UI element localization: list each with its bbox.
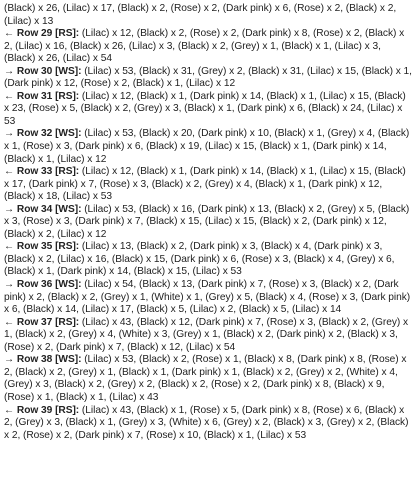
row-arrow: ← (4, 28, 15, 40)
row-arrow: ← (4, 241, 15, 253)
row-instructions: (Lilac) x 53, (Black) x 31, (Grey) x 2, (Black) x 31, (Lilac) x 15, (Black) x 1, (Dark pink) x 12, (Rose) x 2, (Black) x 1, (Lilac) x 12 (4, 65, 412, 90)
pattern-row (4, 317, 412, 355)
pattern-row (4, 279, 412, 317)
pattern-row (4, 128, 412, 166)
row-label: Row 29 [RS]: (16, 28, 80, 40)
row-arrow: ← (4, 90, 15, 102)
row-arrow: ← (4, 404, 15, 416)
row-label: Row 36 [WS]: (16, 279, 82, 291)
row-instructions: (Lilac) x 54, (Black) x 13, (Dark pink) x 7, (Rose) x 3, (Black) x 2, (Dark pink) x 2, (Black) x 2, (Grey) x 1, (White) x 1, (Grey) x 5, (Black) x 4, (Rose) x 3, (Dark pink) x 6, (Black) x 14, (Lilac) x 17, (Black) x 5, (Lilac) x 2, (Black) x 5, (Lilac) x 14 (4, 279, 411, 316)
pattern-row (4, 91, 412, 129)
row-instructions: (Lilac) x 12, (Black) x 1, (Dark pink) x 14, (Black) x 1, (Lilac) x 15, (Black) x 23, (Rose) x 5, (Black) x 2, (Grey) x 3, (Black) x 1, (Dark pink) x 6, (Black) x 24, (Lilac) x 53 (4, 90, 406, 127)
row-label: Row 33 [RS]: (16, 166, 80, 178)
row-label: Row 30 [WS]: (16, 65, 82, 77)
row-arrow: ← (4, 166, 15, 178)
pattern-row (4, 405, 412, 443)
row-instructions: (Lilac) x 12, (Black) x 1, (Dark pink) x 14, (Black) x 1, (Lilac) x 15, (Black) x 17, (Dark pink) x 7, (Rose) x 3, (Black) x 2, (Grey) x 4, (Black) x 1, (Dark pink) x 12, (Black) x 18, (Lilac) x 53 (4, 166, 406, 203)
row-instructions: (Lilac) x 13, (Black) x 2, (Dark pink) x 3, (Black) x 4, (Dark pink) x 3, (Black) x 2, (Lilac) x 16, (Black) x 15, (Dark pink) x 6, (Rose) x 3, (Black) x 4, (Grey) x 6, (Black) x 1, (Dark pink) x 14, (Black) x 15, (Lilac) x 53 (4, 241, 395, 278)
row-instructions: (Lilac) x 53, (Black) x 20, (Dark pink) x 10, (Black) x 1, (Grey) x 4, (Black) x 1, (Rose) x 3, (Dark pink) x 6, (Black) x 19, (Lilac) x 15, (Black) x 1, (Dark pink) x 14, (Black) x 1, (Lilac) x 12 (4, 128, 410, 165)
row-label: Row 31 [RS]: (16, 90, 80, 102)
row-arrow: → (4, 65, 15, 77)
pattern-row (4, 66, 412, 91)
row-arrow: → (4, 128, 15, 140)
row-instructions: (Lilac) x 53, (Black) x 2, (Rose) x 1, (Black) x 8, (Dark pink) x 8, (Rose) x 2, (Black) x 2, (Grey) x 1, (Black) x 1, (Dark pink) x 1, (Black) x 2, (Grey) x 2, (White) x 4, (Grey) x 3, (Black) x 2, (Grey) x 2, (Black) x 2, (Rose) x 2, (Dark pink) x 8, (Black) x 9, (Rose) x 1, (Black) x 1, (Lilac) x 43 (4, 354, 407, 403)
row-label: Row 37 [RS]: (16, 316, 80, 328)
row-label: Row 38 [WS]: (16, 354, 82, 366)
pattern-row (4, 241, 412, 279)
row-label: Row 34 [WS]: (16, 203, 82, 215)
row-label: Row 39 [RS]: (16, 404, 80, 416)
row-label: Row 35 [RS]: (16, 241, 80, 253)
row-label: Row 32 [WS]: (16, 128, 82, 140)
pattern-row (4, 28, 412, 66)
row-instructions: (Lilac) x 12, (Black) x 2, (Rose) x 2, (Dark pink) x 8, (Rose) x 2, (Black) x 2, (Lilac) x 16, (Black) x 26, (Lilac) x 3, (Black) x 2, (Grey) x 1, (Black) x 1, (Lilac) x 3, (Black) x 26, (Lilac) x 54 (4, 28, 405, 65)
row-list (4, 28, 412, 442)
row-arrow: → (4, 279, 15, 291)
pattern-row (4, 204, 412, 242)
row-arrow: ← (4, 316, 15, 328)
pattern-row (4, 354, 412, 404)
pattern-row (4, 166, 412, 204)
row-instructions: (Lilac) x 43, (Black) x 1, (Rose) x 5, (Dark pink) x 8, (Rose) x 6, (Black) x 2, (Grey) x 3, (Black) x 1, (Grey) x 3, (White) x 6, (Grey) x 2, (Black) x 3, (Grey) x 2, (Black) x 2, (Rose) x 2, (Dark pink) x 7, (Rose) x 10, (Black) x 1, (Lilac) x 53 (4, 404, 409, 441)
continuation-text: (Black) x 26, (Lilac) x 17, (Black) x 2, (Rose) x 2, (Dark pink) x 6, (Rose) x 2, (Black) x 2, (Lilac) x 13 (4, 3, 397, 27)
row-instructions: (Lilac) x 43, (Black) x 12, (Dark pink) x 7, (Rose) x 3, (Black) x 2, (Grey) x 1, (Black) x 2, (Grey) x 4, (White) x 3, (Grey) x 1, (Black) x 2, (Dark pink) x 2, (Black) x 3, (Rose) x 2, (Dark pink) x 7, (Black) x 12, (Lilac) x 54 (4, 316, 409, 353)
row-arrow: → (4, 354, 15, 366)
row-arrow: → (4, 203, 15, 215)
row-instructions: (Lilac) x 53, (Black) x 16, (Dark pink) x 13, (Black) x 2, (Grey) x 5, (Black) x 3, (Rose) x 3, (Dark pink) x 7, (Black) x 15, (Lilac) x 15, (Black) x 2, (Dark pink) x 12, (Black) x 2, (Lilac) x 12 (4, 203, 410, 240)
